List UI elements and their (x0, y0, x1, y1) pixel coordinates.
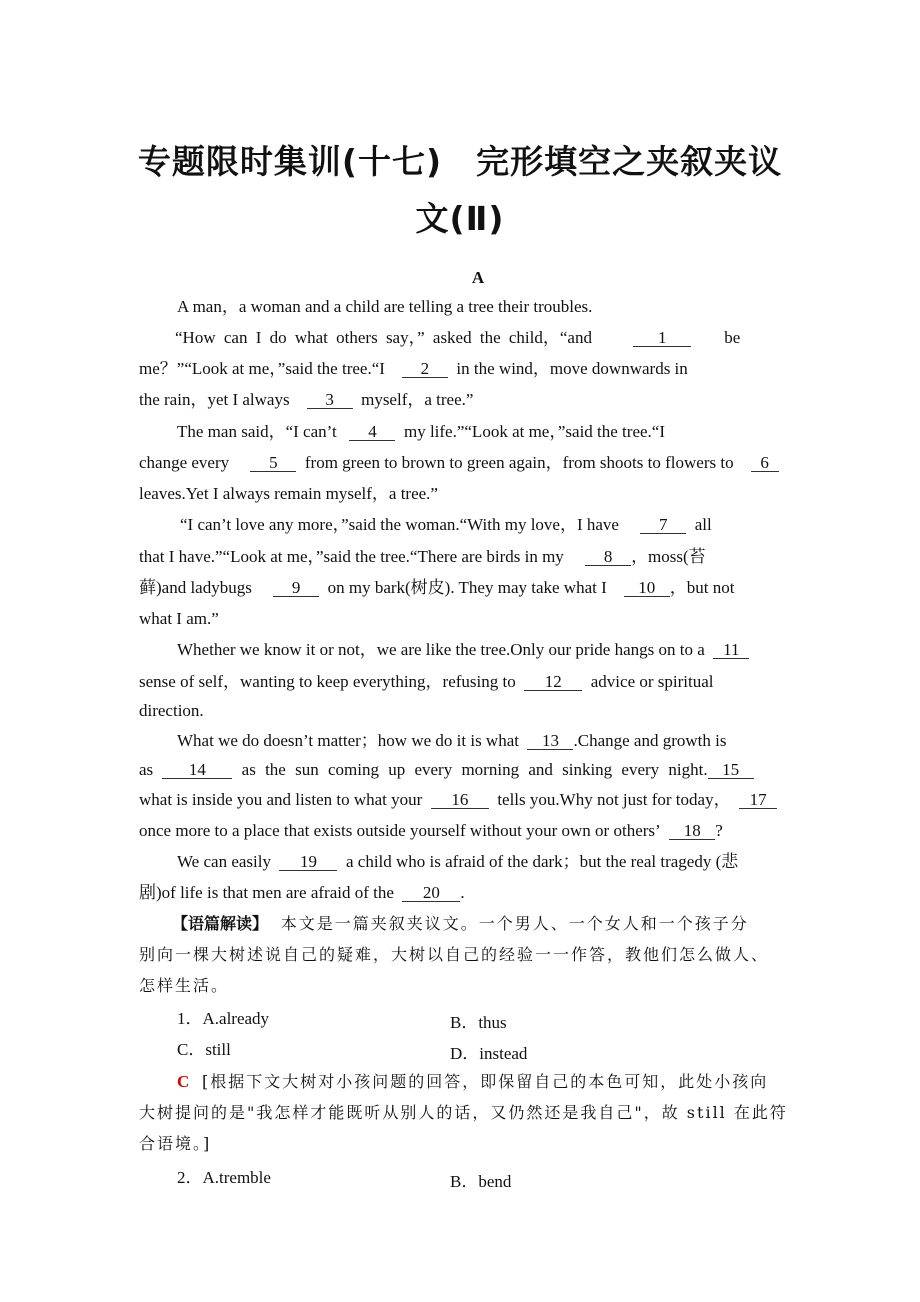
paragraph-5-line-3: direction. (139, 701, 204, 720)
blank-1[interactable]: 1 (633, 329, 691, 347)
paragraph-4-line-3: 藓)and ladybugs 9 on my bark(树皮). They may take what I 10 ，but not (139, 578, 735, 597)
paragraph-7-line-2: 剧)of life is that men are afraid of the 20 . (139, 883, 465, 902)
paragraph-6-line-4: once more to a place that exists outside yourself without your own or others’ 18 ? (139, 821, 723, 840)
blank-11[interactable]: 11 (713, 641, 749, 659)
blank-3[interactable]: 3 (307, 391, 353, 409)
question-1-explanation-line-1: C [根据下文大树对小孩问题的回答，即保留自己的本色可知，此处小孩向 (177, 1072, 769, 1091)
title-line-2: 文(Ⅱ) (415, 199, 505, 238)
question-1-option-c[interactable]: C．still (177, 1040, 231, 1059)
blank-13[interactable]: 13 (527, 732, 573, 750)
paragraph-6-line-2: as 14 as the sun coming up every morning and sinking every night. 15 (139, 759, 754, 781)
blank-6[interactable]: 6 (751, 454, 779, 472)
question-1-explanation-line-3: 合语境。] (139, 1134, 212, 1153)
question-2-option-a[interactable]: 2．A.tremble (177, 1168, 271, 1187)
blank-4[interactable]: 4 (349, 423, 395, 441)
question-2-option-b[interactable]: B．bend (450, 1172, 512, 1191)
paragraph-5-line-1: Whether we know it or not，we are like the tree.Only our pride hangs on to a 11 (177, 639, 749, 661)
answer-badge: C (177, 1072, 190, 1091)
blank-8[interactable]: 8 (585, 548, 631, 566)
blank-12[interactable]: 12 (524, 673, 582, 691)
blank-15[interactable]: 15 (708, 761, 754, 779)
paragraph-2-line-2: me？”“Look at me，”said the tree.“I 2 in the wind，move downwards in (139, 359, 688, 378)
blank-16[interactable]: 16 (431, 791, 489, 809)
question-1-option-b[interactable]: B．thus (450, 1013, 507, 1032)
paragraph-3-line-1: The man said，“I can’t 4 my life.”“Look at me，”said the tree.“I (177, 422, 665, 441)
question-1-explanation-line-2: 大树提问的是"我怎样才能既听从别人的话，又仍然还是我自己"，故 still 在此符 (139, 1103, 788, 1122)
blank-17[interactable]: 17 (739, 791, 777, 809)
paragraph-3-line-2: change every 5 from green to brown to green again，from shoots to flowers to 6 (139, 452, 779, 474)
paragraph-6-line-3: what is inside you and listen to what your 16 tells you.Why not just for today， 17 (139, 789, 777, 811)
blank-7[interactable]: 7 (640, 516, 686, 534)
blank-5[interactable]: 5 (250, 454, 296, 472)
blank-18[interactable]: 18 (669, 822, 715, 840)
analysis-line-3: 怎样生活。 (139, 976, 230, 995)
question-1-option-d[interactable]: D．instead (450, 1044, 528, 1063)
blank-9[interactable]: 9 (273, 579, 319, 597)
paragraph-2-line-1: “How can I do what others say，” asked the child，“and 1 be (175, 328, 741, 347)
paragraph-3-line-3: leaves.Yet I always remain myself，a tree.” (139, 484, 438, 503)
blank-2[interactable]: 2 (402, 360, 448, 378)
paragraph-4-line-1: “I can’t love any more，”said the woman.“With my love，I have 7 all (180, 515, 712, 534)
paragraph-5-line-2: sense of self，wanting to keep everything，refusing to 12 advice or spiritual (139, 672, 714, 691)
blank-20[interactable]: 20 (402, 884, 460, 902)
blank-19[interactable]: 19 (279, 853, 337, 871)
paragraph-4-line-4: what I am.” (139, 609, 219, 628)
paragraph-6-line-1: What we do doesn’t matter；how we do it is what 13 .Change and growth is (177, 731, 727, 750)
blank-10[interactable]: 10 (624, 579, 670, 597)
paragraph-4-line-2: that I have.”“Look at me，”said the tree.“There are birds in my 8 ，moss(苔 (139, 547, 706, 566)
section-label: A (471, 268, 485, 287)
paragraph-7-line-1: We can easily 19 a child who is afraid of the dark；but the real tragedy (悲 (177, 852, 739, 871)
analysis-line-1: 【语篇解读】 本文是一篇夹叙夹议文。一个男人、一个女人和一个孩子分 (172, 914, 749, 933)
question-1-option-a[interactable]: 1．A.already (177, 1009, 270, 1028)
analysis-line-2: 别向一棵大树述说自己的疑难，大树以自己的经验一一作答，教他们怎么做人、 (139, 945, 770, 964)
title-line-1: 专题限时集训(十七) 完形填空之夹叙夹议 (137, 142, 783, 181)
blank-14[interactable]: 14 (162, 761, 232, 779)
paragraph-1: A man，a woman and a child are telling a tree their troubles. (177, 297, 593, 316)
paragraph-2-line-3: the rain，yet I always 3 myself，a tree.” (139, 390, 474, 409)
analysis-label: 【语篇解读】 (172, 914, 269, 933)
